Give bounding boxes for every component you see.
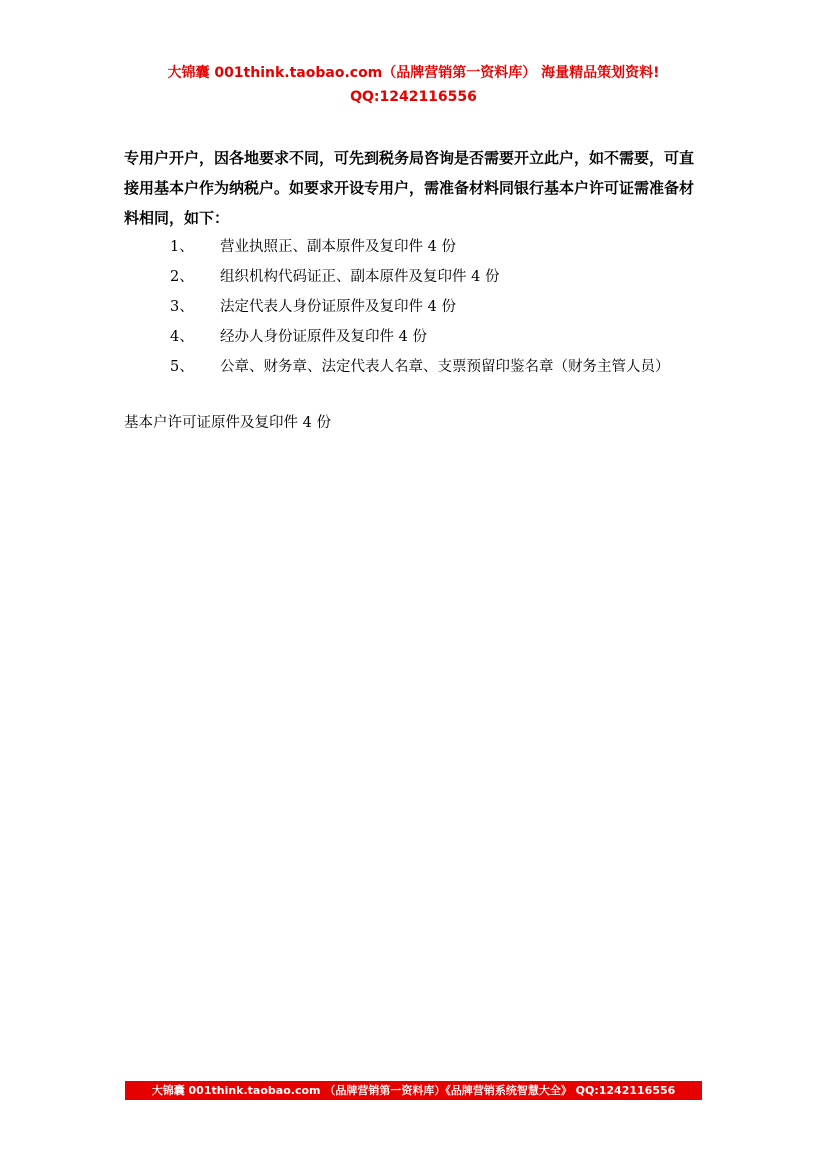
list-item-text: 法定代表人身份证原件及复印件 4 份	[220, 299, 456, 315]
list-item-number: 4、	[170, 329, 194, 345]
list-item	[124, 262, 704, 292]
list-item-text: 经办人身份证原件及复印件 4 份	[220, 329, 427, 345]
list-item-text: 组织机构代码证正、副本原件及复印件 4 份	[220, 269, 500, 285]
list-item	[124, 292, 704, 322]
header-line-2: QQ:1242116556	[350, 89, 477, 105]
trailing-line: 基本户许可证原件及复印件 4 份	[124, 415, 331, 431]
list-item-text: 营业执照正、副本原件及复印件 4 份	[220, 239, 456, 255]
list-item-number: 2、	[170, 269, 194, 285]
page-footer: 大锦囊 001think.taobao.com （品牌营销第一资料库）《品牌营销系统智慧大全》 QQ:1242116556	[125, 1081, 702, 1100]
list-item-number: 5、	[170, 359, 194, 375]
list-item	[124, 322, 704, 352]
list-item	[124, 232, 704, 262]
intro-paragraph: 专用户开户，因各地要求不同，可先到税务局咨询是否需要开立此户，如不需要，可直接用基本户作为纳税户。如要求开设专用户，需准备材料同银行基本户许可证需准备材料相同，如下：	[124, 149, 695, 227]
list-item	[124, 352, 704, 382]
page-header	[0, 62, 827, 108]
list-item-text: 公章、财务章、法定代表人名章、支票预留印鉴名章（财务主管人员）	[220, 359, 670, 375]
list-item-number: 1、	[170, 239, 194, 255]
materials-list	[124, 232, 704, 382]
header-line-1: 大锦囊 001think.taobao.com（品牌营销第一资料库） 海量精品策划资料!	[167, 65, 660, 81]
list-item-number: 3、	[170, 299, 194, 315]
